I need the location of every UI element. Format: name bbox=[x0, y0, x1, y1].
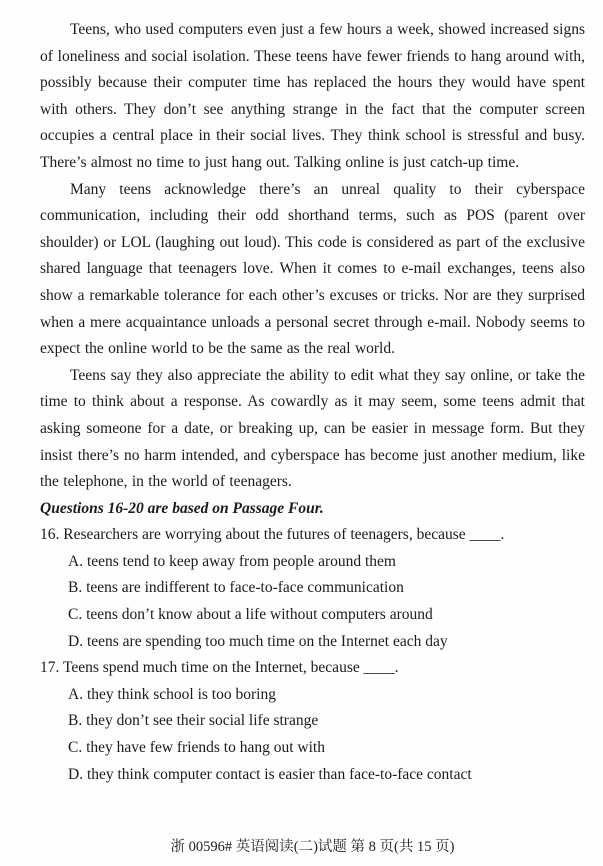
page-footer: 浙 00596# 英语阅读(二)试题 第 8 页(共 15 页) bbox=[170, 839, 455, 855]
question-17-option-a: A. they think school is too boring bbox=[68, 685, 276, 703]
section-heading: Questions 16-20 are based on Passage Four. bbox=[40, 499, 324, 517]
question-16-option-d: D. teens are spending too much time on the Internet each day bbox=[68, 632, 448, 650]
question-17 bbox=[40, 655, 585, 788]
question-17-option-c: C. they have few friends to hang out with bbox=[68, 739, 325, 757]
question-17-option-b: B. they don’t see their social life strange bbox=[68, 712, 319, 730]
question-16-option-a: A. teens tend to keep away from people around them bbox=[68, 552, 396, 570]
question-17-stem: 17. Teens spend much time on the Internet, because ____. bbox=[40, 659, 399, 677]
passage-paragraph-2: Many teens acknowledge there’s an unreal quality to their cyberspace communication, including their odd shorthand terms, such as POS (parent over shoulder) or LOL (laughing out loud). This code is considered as part of the exclusive shared language that teenagers love. When it comes to e-mail exchanges, teens also show a remarkable tolerance for each other’s excuses or tricks. Nor are they surprised when a mere acquaintance unloads a personal secret through e-mail. Nobody seems to expect the online world to be the same as the real world. bbox=[40, 180, 585, 358]
passage-paragraph-1: Teens, who used computers even just a few hours a week, showed increased signs of loneliness and social isolation. These teens have fewer friends to hang around with, possibly because their computer time has replaced the hours they would have spent with others. They don’t see anything strange in the fact that the computer screen occupies a central place in their social lives. They think school is stressful and busy. There’s almost no time to just hang out. Talking online is just catch-up time. bbox=[40, 21, 585, 171]
question-16-option-c: C. teens don’t know about a life without computers around bbox=[68, 606, 433, 624]
question-17-option-d: D. they think computer contact is easier than face-to-face contact bbox=[68, 765, 472, 783]
question-16-stem: 16. Researchers are worrying about the futures of teenagers, because ____. bbox=[40, 526, 505, 544]
passage-paragraph-3: Teens say they also appreciate the ability to edit what they say online, or take the time to think about a response. As cowardly as it may seem, some teens admit that asking someone for a date, or breaking up, can be easier in message form. But they insist there’s no harm intended, and cyberspace has become just another medium, like the telephone, in the world of teenagers. bbox=[40, 366, 585, 491]
question-16-option-b: B. teens are indifferent to face-to-face communication bbox=[68, 579, 404, 597]
question-16 bbox=[40, 522, 585, 655]
